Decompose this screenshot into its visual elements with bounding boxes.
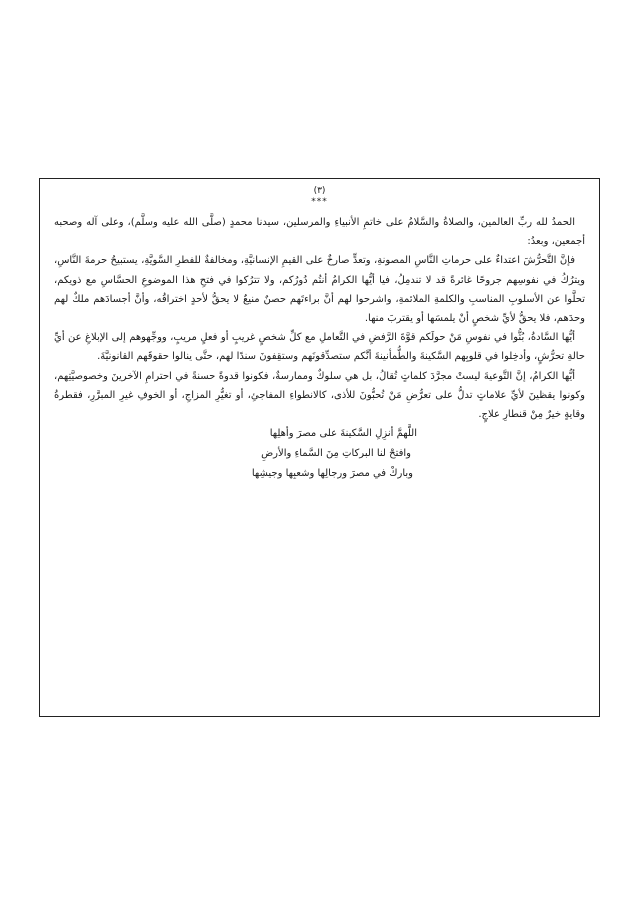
paragraph-opening: الحمدُ لله ربِّ العالمين، والصلاةُ والسَّلامُ على خاتمِ الأنبياءِ والمرسلين، سيدنا محمدٍ (صلَّى الله عليه وسلَّم)، وعلى آله وصحبه أجمعين، وبعدُ: bbox=[54, 217, 585, 248]
prayer-line: وافتحْ لنا البركاتِ مِنَ السَّماءِ والأرضِ bbox=[261, 448, 411, 460]
document-frame bbox=[39, 178, 600, 717]
separator-stars: *** bbox=[311, 197, 328, 207]
paragraph-gentlemen: أيُّها السَّادةُ، بُثُّوا في نفوسِ مَنْ حولَكم قوَّةَ الرَّفضِ في التَّعاملِ مع كلِّ شخصٍ غريبٍ أو فعلٍ مريبٍ، ووجِّهوهم إلى الإبلاغِ عن أيِّ حالةِ تحرُّشٍ، وأدخِلوا في قلوبِهم السَّكينةَ والطُّمأنينةَ أنَّكم ستصدِّقونَهم وستقِفونَ سندًا لهم، حتَّى ينالوا حقوقَهم القانونيَّةَ. bbox=[54, 332, 585, 363]
prayer-line: وباركْ في مصرَ ورجالِها وشعبِها وجيشِها bbox=[251, 468, 413, 480]
paragraph-harassment: فإنَّ التَّحرُّشَ اعتداءٌ على حرماتِ النَّاسِ المصونةِ، وتعدٍّ صارخٌ على القيمِ الإنسانيَّةِ، ومخالفةٌ للفطرِ السَّويَّةِ، يستبيحُ حرمةَ النَّاسِ، ويترُكُ في نفوسِهم جروحًا غائرةً قد لا تندمِلُ، فيا أيُّها الكرامُ أنتُم دُورُكم، ولا تترُكوا في فتحِ هذا الموضوعِ الحسَّاسِ مع ذويكم، تحلَّوا عن الأسلوبِ المناسبِ والكلمةِ الملائمةِ، واشرحوا لهم أنَّ براءتَهم حصنٌ منيعٌ لا يحقُّ لأحدٍ اختراقُه، وأنَّ أجسادَهم ملكٌ لهم وحدَهم، فلا يحقُّ لأيِّ شخصٍ أنْ يلمسَها أو يقتربَ منها. bbox=[54, 255, 585, 325]
paragraph-awareness: أيُّها الكرامُ، إنَّ التَّوعيةَ ليستْ مجرَّدَ كلماتٍ تُقالُ، بل هي سلوكٌ وممارسةٌ، فكونوا قدوةً حسنةً في احترامِ الآخرينَ وخصوصيَّتِهم، وكونوا يقظينَ لأيِّ علاماتٍ تدلُّ على تعرُّضِ مَنْ تُحبُّونَ للأذى، كالانطواءِ المفاجئِ، أو تغيُّرِ المزاجِ، أو الخوفِ غيرِ المبرَّرِ، فقطرةُ وقايةٍ خيرٌ مِنْ قنطارِ علاجٍ. bbox=[54, 370, 585, 421]
page-number: (٣) bbox=[313, 186, 326, 196]
prayer-line: اللَّهمَّ أنزِلِ السَّكينةَ على مصرَ وأهلِها bbox=[269, 428, 417, 440]
prayer-block bbox=[54, 424, 585, 484]
